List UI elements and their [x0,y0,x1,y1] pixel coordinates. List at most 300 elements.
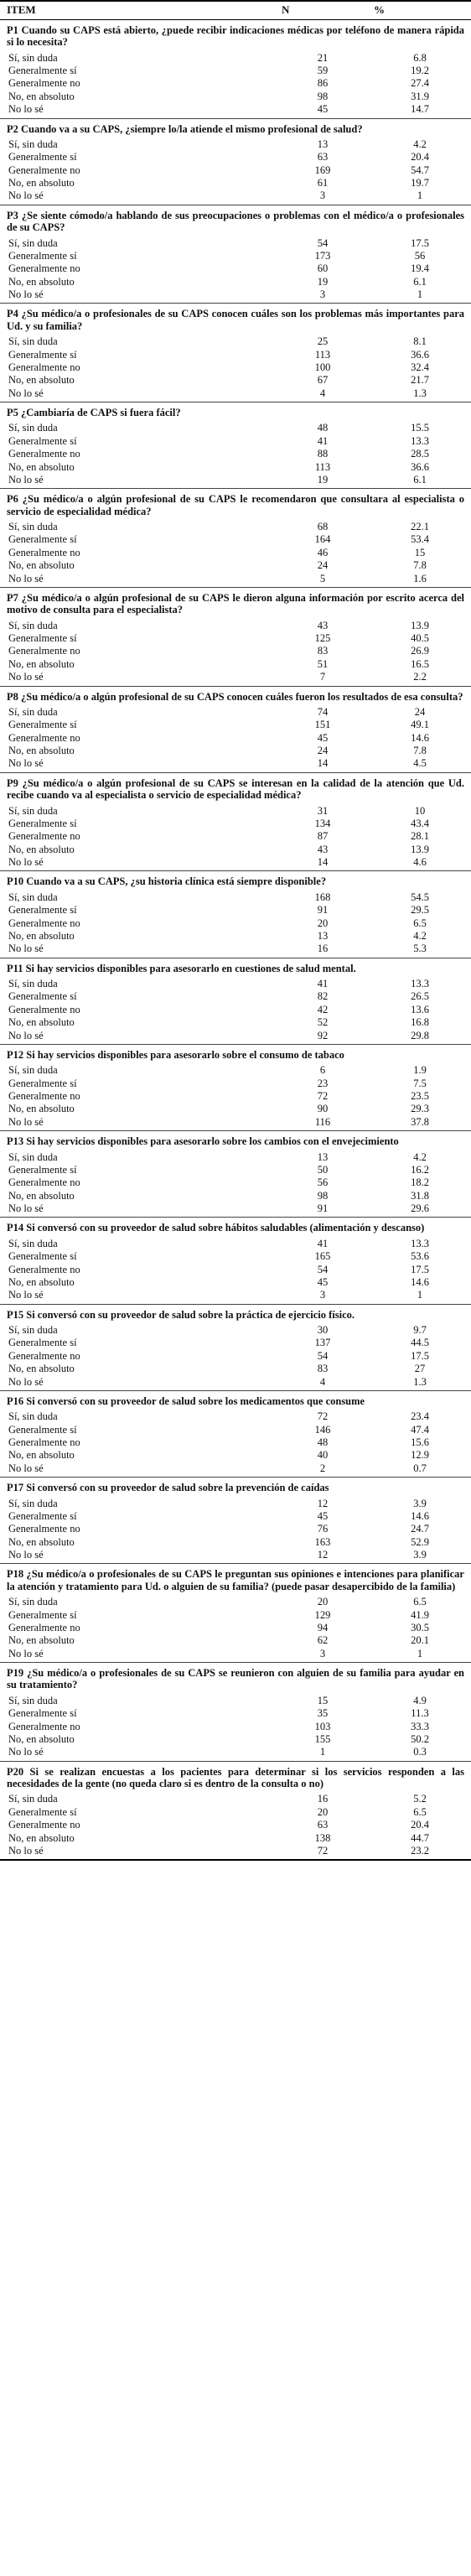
answer-row [0,977,471,989]
answer-percent: 50.2 [411,1732,429,1745]
answer-count: 2 [319,1462,326,1474]
answer-percent: 7.8 [413,745,427,757]
question-row [0,958,471,977]
answer-label: No lo sé [8,757,44,770]
answer-percent: 1.3 [413,387,427,399]
answer-count: 42 [317,1003,329,1015]
answer-label: No, en absoluto [8,1103,75,1115]
answer-count: 100 [314,361,331,373]
answer-count: 63 [317,151,329,164]
answer-percent: 54.5 [411,891,429,903]
answer-percent: 3.9 [413,1497,427,1509]
question-row [0,402,471,422]
answer-count: 3 [319,1647,326,1659]
question-row [0,871,471,891]
question-row [0,587,471,618]
answer-count: 4 [319,387,326,399]
question-text: P18 ¿Su médico/a o profesionales de su CAPS le preguntan sus opiniones e intenciones para planificar la atención y tratamiento para Ud. o alguien de su familia? (puede pasar desapercibido de la familia) [0,1564,471,1595]
answer-row [0,1063,471,1076]
question-row [0,1044,471,1063]
answer-row [0,1077,471,1089]
answer-label: Sí, sin duda [8,236,58,249]
answer-row [0,1732,471,1745]
answer-row [0,1015,471,1028]
answer-row [0,1436,471,1448]
answer-count: 48 [317,422,329,434]
answer-percent: 56 [414,249,426,262]
answer-row [0,1548,471,1564]
answer-row [0,1362,471,1374]
answer-label: Generalmente sí [8,1509,77,1522]
answer-row [0,64,471,76]
answer-row [0,1595,471,1607]
answer-label: No lo sé [8,572,44,584]
question-text: P15 Si conversó con su proveedor de salud sobre la práctica de ejercicio físico. [0,1304,471,1323]
answer-count: 16 [317,1793,329,1805]
answer-label: Generalmente no [8,1176,80,1189]
table-header-row [0,1,471,19]
answer-percent: 6.5 [413,1805,427,1818]
answer-percent: 9.7 [413,1324,427,1337]
answer-count: 113 [314,348,331,361]
answer-row [0,1462,471,1478]
answer-percent: 21.7 [411,374,429,387]
question-row [0,489,471,520]
answer-label: Sí, sin duda [8,1237,58,1249]
answer-count: 25 [317,335,329,348]
answer-label: No, en absoluto [8,374,75,387]
answer-label: No, en absoluto [8,559,75,572]
answer-count: 14 [317,856,329,869]
answer-percent: 16.8 [411,1016,429,1029]
answer-percent: 14.6 [411,1509,429,1522]
answer-label: No lo sé [8,473,44,486]
answer-count: 59 [317,65,329,77]
answer-row [0,1831,471,1844]
answer-count: 116 [314,1115,331,1128]
answer-percent: 14.6 [411,1275,429,1288]
answer-percent: 44.7 [411,1831,429,1844]
answer-percent: 13.9 [411,843,429,855]
answer-row [0,1423,471,1436]
question-row [0,118,471,138]
answer-row [0,855,471,871]
answer-label: No lo sé [8,671,44,683]
answer-percent: 6.8 [413,51,427,64]
answer-row [0,917,471,929]
answer-row [0,1448,471,1461]
answer-percent: 53.6 [411,1250,429,1263]
answer-count: 125 [314,632,331,645]
answer-row [0,829,471,842]
answer-row [0,1745,471,1761]
answer-row [0,1694,471,1706]
answer-percent: 29.6 [411,1202,429,1215]
question-row [0,1390,471,1410]
question-text: P13 Si hay servicios disponibles para asesorarlo sobre los cambios con el envejecimiento [0,1131,471,1150]
answer-count: 30 [317,1324,329,1337]
answer-label: No lo sé [8,1375,44,1388]
answer-count: 76 [317,1523,329,1535]
header-percent: % [369,1,471,19]
answer-row [0,236,471,249]
answer-label: No, en absoluto [8,1732,75,1745]
answer-count: 45 [317,103,329,116]
answer-label: Sí, sin duda [8,705,58,718]
answer-label: Sí, sin duda [8,1150,58,1163]
answer-percent: 41.9 [411,1608,429,1621]
answer-count: 45 [317,1509,329,1522]
answer-percent: 13.6 [411,1003,429,1015]
answer-count: 164 [314,533,331,546]
answer-count: 72 [277,1844,369,1860]
answer-row [0,102,471,118]
answer-label: Generalmente no [8,1436,80,1449]
answer-count: 86 [317,77,329,90]
answer-row [0,1288,471,1304]
answer-row [0,90,471,102]
answer-label: Generalmente sí [8,990,77,1003]
answer-count: 40 [317,1449,329,1462]
answer-count: 12 [317,1549,329,1561]
answer-label: Generalmente sí [8,1250,77,1263]
answer-label: Generalmente sí [8,1077,77,1089]
answer-percent: 7.5 [413,1077,427,1089]
answer-row [0,1621,471,1633]
answer-count: 87 [317,830,329,843]
answer-row [0,164,471,176]
question-row [0,1761,471,1792]
answer-count: 134 [314,817,331,829]
answer-label: Generalmente sí [8,1608,77,1621]
answer-label: No, en absoluto [8,657,75,670]
answer-row [0,718,471,730]
answer-count: 31 [317,804,329,817]
answer-percent: 20.4 [411,1819,429,1831]
answer-row [0,1349,471,1362]
question-text: P11 Si hay servicios disponibles para asesorarlo en cuestiones de salud mental. [0,958,471,977]
answer-row [0,1336,471,1348]
answer-count: 54 [317,1349,329,1362]
answer-label: Sí, sin duda [8,1064,58,1077]
answer-label: Generalmente sí [8,1805,77,1818]
answer-percent: 8.1 [413,335,427,348]
answer-label: Sí, sin duda [8,1410,58,1423]
answer-label: Sí, sin duda [8,1324,58,1337]
answer-row [0,1089,471,1102]
answer-label: Generalmente no [8,1523,80,1535]
answer-label: Generalmente no [8,1819,80,1831]
answer-row [0,1720,471,1732]
answer-label: Generalmente no [8,448,80,460]
answer-percent: 16.2 [411,1163,429,1176]
answer-count: 41 [317,434,329,447]
answer-row [0,1844,471,1860]
answer-percent: 30.5 [411,1621,429,1633]
answer-percent: 29.8 [411,1029,429,1041]
answer-label: Generalmente sí [8,904,77,917]
answer-count: 13 [317,929,329,942]
answer-count: 74 [317,705,329,718]
answer-count: 173 [314,249,331,262]
answer-percent: 1 [417,288,423,301]
answer-label: Sí, sin duda [8,1694,58,1706]
answer-label: Generalmente no [8,1720,80,1732]
answer-count: 16 [317,943,329,955]
answer-label: No, en absoluto [8,1634,75,1647]
answer-percent: 31.9 [411,90,429,102]
answer-percent: 23.5 [411,1090,429,1103]
answer-label: No lo sé [8,1549,44,1561]
answer-percent: 1.6 [413,572,427,584]
answer-count: 20 [317,1596,329,1608]
answer-row [0,460,471,473]
answer-percent: 7.8 [413,559,427,572]
answer-percent: 36.6 [411,348,429,361]
answer-count: 52 [317,1016,329,1029]
answer-row [0,929,471,942]
answer-row [0,1029,471,1045]
answer-count: 43 [317,843,329,855]
answer-count: 60 [317,262,329,275]
answer-percent: 29.5 [411,904,429,917]
answer-count: 19 [317,275,329,288]
answer-row [0,1608,471,1621]
answer-row [0,1535,471,1548]
question-row [0,19,471,50]
answer-row [0,619,471,631]
answer-percent: 15.5 [411,422,429,434]
answer-count: 19 [317,473,329,486]
answer-row [0,1275,471,1288]
answer-label: No, en absoluto [8,1275,75,1288]
answer-row [0,989,471,1002]
answer-label: Sí, sin duda [8,1596,58,1608]
answer-row [0,942,471,958]
answer-row [0,361,471,373]
answer-percent: 15 [414,546,426,558]
header-n: N [277,1,369,19]
answer-count: 50 [317,1163,329,1176]
answer-count: 15 [317,1694,329,1706]
answer-count: 4 [319,1375,326,1388]
answer-count: 103 [314,1720,331,1732]
answer-label: No lo sé [8,1202,44,1215]
answer-row [0,335,471,347]
answer-row [0,644,471,657]
answer-row [0,1202,471,1218]
answer-row [0,1176,471,1188]
answer-count: 83 [317,1363,329,1375]
answer-label: Generalmente no [8,830,80,843]
answer-label: No, en absoluto [8,177,75,190]
question-text: P2 Cuando va a su CAPS, ¿siempre lo/la atiende el mismo profesional de salud? [0,118,471,138]
answer-count: 91 [317,904,329,917]
answer-percent: 17.5 [411,236,429,249]
answer-label: Generalmente sí [8,1337,77,1349]
answer-count: 3 [319,288,326,301]
answer-label: No lo sé [8,190,44,202]
answer-count: 43 [317,619,329,631]
answer-percent: 19.7 [411,177,429,190]
answer-row [0,731,471,744]
answer-label: Sí, sin duda [8,1793,58,1805]
answer-percent: 1.3 [413,1375,427,1388]
answer-label: Generalmente no [8,77,80,90]
answer-count: 63 [317,1819,329,1831]
answer-count: 35 [317,1707,329,1720]
answer-percent: 4.6 [413,856,427,869]
answer-percent: 44.5 [411,1337,429,1349]
answer-label: Sí, sin duda [8,51,58,64]
answer-count: 21 [317,51,329,64]
answer-row [0,843,471,855]
answer-row [0,1115,471,1131]
answer-label: Generalmente no [8,917,80,929]
answer-percent: 31.8 [411,1189,429,1202]
answer-label: Generalmente sí [8,632,77,645]
answer-percent: 0.7 [413,1462,427,1474]
answer-count: 155 [314,1732,331,1745]
answer-label: Sí, sin duda [8,978,58,990]
answer-percent: 4.2 [413,929,427,942]
question-row [0,1478,471,1497]
answer-label: No, en absoluto [8,1189,75,1202]
answer-row [0,572,471,588]
answer-label: Generalmente sí [8,65,77,77]
answer-row [0,1323,471,1336]
answer-count: 169 [314,164,331,176]
answer-percent: 53.4 [411,533,429,546]
question-text: P6 ¿Su médico/a o algún profesional de su CAPS le recomendaron que consultara al especialista o servicio de especialidad médica? [0,489,471,520]
answer-row [0,249,471,262]
answer-label: Sí, sin duda [8,619,58,631]
answer-label: No, en absoluto [8,843,75,855]
answer-count: 46 [317,546,329,558]
answer-count: 3 [319,1289,326,1301]
answer-percent: 32.4 [411,361,429,373]
answer-label: No lo sé [8,1029,44,1041]
question-text: P9 ¿Su médico/a o algún profesional de su CAPS se interesan en la calidad de la atención que Ud. recibe cuando va al especialista o servicio de especialidad médica? [0,772,471,803]
answer-label: No, en absoluto [8,460,75,473]
answer-label: Generalmente sí [8,533,77,546]
answer-row [0,387,471,402]
answer-count: 61 [317,177,329,190]
answer-label: Sí, sin duda [8,335,58,348]
answer-percent: 29.3 [411,1103,429,1115]
answer-count: 51 [317,657,329,670]
answer-row [0,1375,471,1391]
answer-count: 91 [317,1202,329,1215]
answer-label: No, en absoluto [8,90,75,102]
answer-label: No lo sé [8,103,44,116]
answer-label: Generalmente sí [8,434,77,447]
answer-row [0,1150,471,1163]
answer-label: No, en absoluto [8,1535,75,1548]
answer-count: 24 [317,559,329,572]
answer-row [0,138,471,150]
answer-row [0,1805,471,1818]
answer-label: Sí, sin duda [8,521,58,533]
question-row [0,1564,471,1595]
answer-percent: 54.7 [411,164,429,176]
answer-label: No lo sé [0,1844,277,1860]
answer-count: 72 [317,1090,329,1103]
answer-percent: 1 [417,1647,423,1659]
question-text: P4 ¿Su médico/a o profesionales de su CAPS conocen cuáles son los problemas más importantes para Ud. y su familia? [0,304,471,335]
answer-row [0,1706,471,1719]
answer-percent: 1 [417,1289,423,1301]
answer-count: 56 [317,1176,329,1189]
answer-count: 151 [314,719,331,731]
answer-row [0,1163,471,1176]
answer-label: Generalmente sí [8,1423,77,1436]
answer-label: Generalmente no [8,1003,80,1015]
answer-percent: 4.2 [413,1150,427,1163]
answer-count: 13 [317,138,329,150]
answer-row [0,1633,471,1646]
table-body [0,19,471,1860]
answer-row [0,1647,471,1663]
answer-percent: 5.2 [413,1793,427,1805]
answer-row [0,670,471,686]
answer-row [0,262,471,274]
answer-row [0,532,471,545]
answer-count: 168 [314,891,331,903]
answer-count: 82 [317,990,329,1003]
answer-count: 90 [317,1103,329,1115]
answer-label: Generalmente sí [8,249,77,262]
answer-row [0,447,471,460]
answer-percent: 20.1 [411,1634,429,1647]
answer-percent: 3.9 [413,1549,427,1561]
answer-row [0,756,471,772]
answer-count: 3 [319,190,326,202]
answer-label: No lo sé [8,1746,44,1758]
answer-percent: 22.1 [411,521,429,533]
answer-row [0,1497,471,1509]
answer-percent: 13.3 [411,978,429,990]
answer-count: 163 [314,1535,331,1548]
answer-row [0,1792,471,1805]
answer-row [0,1522,471,1535]
answer-percent: 10 [414,804,426,817]
answer-percent: 6.1 [413,473,427,486]
answer-label: No lo sé [8,1462,44,1474]
answer-percent: 2.2 [413,671,427,683]
answer-count: 7 [319,671,326,683]
answer-label: No lo sé [8,856,44,869]
answer-count: 13 [317,1150,329,1163]
answer-row [0,558,471,571]
answer-count: 41 [317,1237,329,1249]
answer-label: No, en absoluto [8,929,75,942]
answer-label: Generalmente sí [8,348,77,361]
answer-percent: 13.9 [411,619,429,631]
answer-count: 14 [317,757,329,770]
answer-row [0,546,471,558]
answer-percent: 13.3 [411,434,429,447]
answer-percent: 15.6 [411,1436,429,1449]
answer-count: 5 [319,572,326,584]
answer-count: 68 [317,521,329,533]
answer-count: 92 [317,1029,329,1041]
answer-row [0,373,471,386]
answer-row [0,817,471,829]
question-row [0,1304,471,1323]
answer-percent: 47.4 [411,1423,429,1436]
answer-label: No lo sé [8,943,44,955]
